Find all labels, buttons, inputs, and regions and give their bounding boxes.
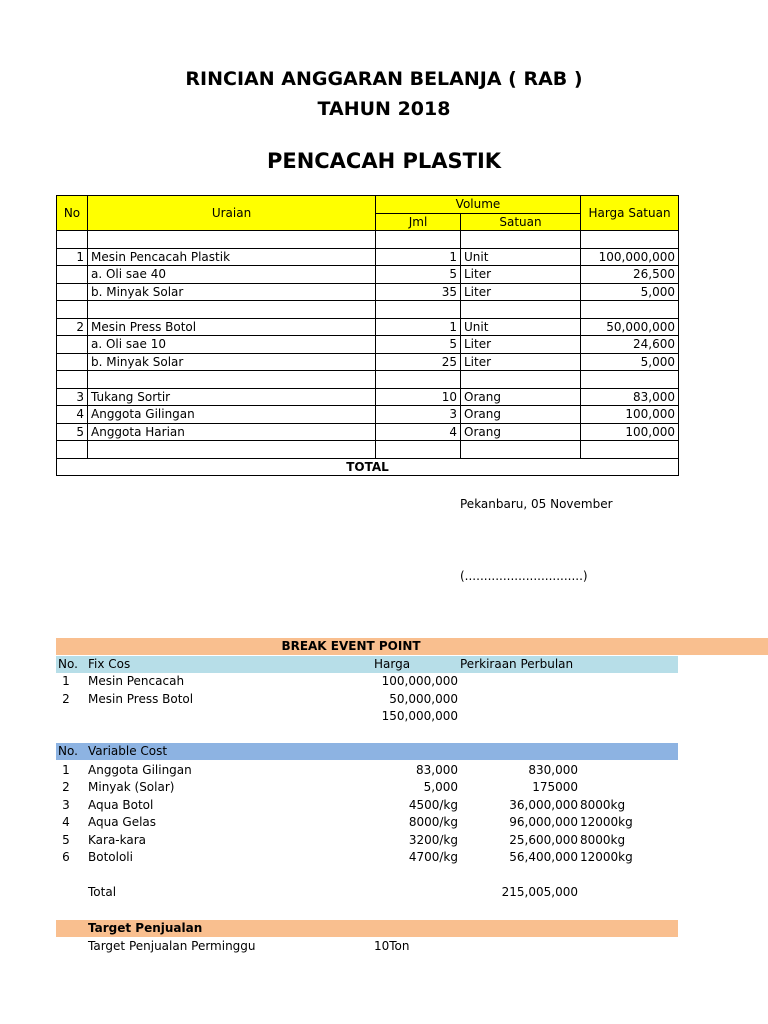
table-row <box>57 248 679 266</box>
fix-header-label: Fix Cos <box>88 657 131 671</box>
cell-jml: 4 <box>376 423 461 441</box>
cell-jml: 1 <box>376 248 461 266</box>
header-jml: Jml <box>376 213 461 231</box>
cell-jml: 1 <box>376 318 461 336</box>
cell-satuan <box>461 301 581 319</box>
cell-uraian <box>88 231 376 249</box>
cell-satuan: Liter <box>461 336 581 354</box>
cell-no <box>57 301 88 319</box>
cell-jml <box>376 371 461 389</box>
var-row-perbulan: 830,000 <box>528 763 578 777</box>
table-row <box>57 371 679 389</box>
var-row-perbulan: 175000 <box>532 780 578 795</box>
header-harga-satuan: Harga Satuan <box>581 196 679 231</box>
cell-uraian: Tukang Sortir <box>88 388 376 406</box>
cell-harga: 5,000 <box>581 283 679 301</box>
fix-header-no: No. <box>58 657 78 671</box>
cell-uraian <box>88 371 376 389</box>
cell-jml: 35 <box>376 283 461 301</box>
var-row-extra: 8000kg <box>580 832 626 847</box>
cell-uraian <box>88 301 376 319</box>
table-row <box>57 353 679 371</box>
document-subtitle: PENCACAH PLASTIK <box>266 149 502 173</box>
header-uraian: Uraian <box>88 196 376 231</box>
cell-jml: 3 <box>376 406 461 424</box>
cell-uraian: Anggota Harian <box>88 423 376 441</box>
bep-title: BREAK EVENT POINT <box>281 639 421 653</box>
cell-uraian: b. Minyak Solar <box>88 353 376 371</box>
table-row <box>57 301 679 319</box>
var-row-no: 5 <box>62 832 70 847</box>
cell-harga: 50,000,000 <box>581 318 679 336</box>
fix-row-label: Mesin Press Botol <box>88 692 194 706</box>
cell-no: 3 <box>57 388 88 406</box>
fix-header-perkiraan: Perkiraan Perbulan <box>460 657 574 671</box>
var-row-extra: 12000kg <box>580 815 633 830</box>
variable-total-value: 215,005,000 <box>501 885 578 899</box>
fix-row-no: 2 <box>62 692 70 706</box>
cell-jml: 10 <box>376 388 461 406</box>
table-row <box>57 283 679 301</box>
header-satuan: Satuan <box>461 213 581 231</box>
table-header-row <box>57 196 679 214</box>
cell-harga <box>581 441 679 459</box>
document-year: TAHUN 2018 <box>317 98 451 120</box>
cell-harga: 100,000 <box>581 423 679 441</box>
cell-no: 2 <box>57 318 88 336</box>
cell-satuan: Orang <box>461 423 581 441</box>
cell-harga: 5,000 <box>581 353 679 371</box>
var-row-extra: 12000kg <box>580 850 633 864</box>
target-header: Target Penjualan <box>88 921 203 935</box>
target-label: Target Penjualan Perminggu <box>88 939 256 953</box>
cell-harga: 100,000 <box>581 406 679 424</box>
cell-no <box>57 353 88 371</box>
var-row-harga: 3200/kg <box>408 832 458 847</box>
cell-no: 1 <box>57 248 88 266</box>
cell-jml <box>376 301 461 319</box>
cell-uraian: Mesin Press Botol <box>88 318 376 336</box>
var-row-harga: 4700/kg <box>408 850 458 864</box>
cell-uraian: Mesin Pencacah Plastik <box>88 248 376 266</box>
var-row-harga: 8000/kg <box>408 815 458 830</box>
var-row-extra: 8000kg <box>580 797 626 812</box>
cell-no <box>57 336 88 354</box>
cell-uraian: a. Oli sae 40 <box>88 266 376 284</box>
cell-jml <box>376 231 461 249</box>
cell-satuan <box>461 371 581 389</box>
rab-table <box>56 195 679 476</box>
var-row-no: 1 <box>62 763 70 777</box>
cell-satuan: Orang <box>461 388 581 406</box>
fix-row-label: Mesin Pencacah <box>88 674 185 688</box>
var-row-perbulan: 56,400,000 <box>509 850 578 864</box>
fix-cost-header-band <box>56 656 678 673</box>
total-row <box>57 458 679 476</box>
var-row-harga: 4500/kg <box>408 797 458 812</box>
total-label: TOTAL <box>57 458 679 476</box>
cell-no <box>57 266 88 284</box>
table-row <box>57 406 679 424</box>
var-row-no: 2 <box>62 780 70 795</box>
cell-satuan: Liter <box>461 266 581 284</box>
cell-harga: 24,600 <box>581 336 679 354</box>
cell-no: 5 <box>57 423 88 441</box>
cell-no: 4 <box>57 406 88 424</box>
var-row-label: Aqua Gelas <box>88 815 157 830</box>
cell-uraian: Anggota Gilingan <box>88 406 376 424</box>
cell-uraian: b. Minyak Solar <box>88 283 376 301</box>
cell-jml: 25 <box>376 353 461 371</box>
cell-jml: 5 <box>376 336 461 354</box>
table-row <box>57 266 679 284</box>
cell-no <box>57 231 88 249</box>
table-row <box>57 388 679 406</box>
variable-total-label: Total <box>88 885 117 899</box>
fix-row-harga: 50,000,000 <box>389 692 458 706</box>
var-row-no: 4 <box>62 815 70 830</box>
fix-row-harga: 100,000,000 <box>381 674 458 688</box>
cell-harga: 100,000,000 <box>581 248 679 266</box>
var-row-no: 6 <box>62 850 70 864</box>
var-row-label: Minyak (Solar) <box>88 780 175 795</box>
cell-satuan: Unit <box>461 318 581 336</box>
fix-header-harga: Harga <box>374 657 411 671</box>
var-row-perbulan: 96,000,000 <box>509 815 578 830</box>
table-row <box>57 441 679 459</box>
cell-satuan: Liter <box>461 353 581 371</box>
cell-harga <box>581 371 679 389</box>
cell-satuan: Liter <box>461 283 581 301</box>
cell-no <box>57 283 88 301</box>
place-date: Pekanbaru, 05 November <box>460 497 613 511</box>
var-row-label: Aqua Botol <box>88 797 154 812</box>
cell-no <box>57 371 88 389</box>
var-row-no: 3 <box>62 797 70 812</box>
target-value: 10Ton <box>374 939 410 953</box>
cell-harga: 83,000 <box>581 388 679 406</box>
table-row <box>57 318 679 336</box>
cell-satuan: Unit <box>461 248 581 266</box>
var-row-perbulan: 36,000,000 <box>509 797 578 812</box>
var-header-no: No. <box>58 744 78 758</box>
table-row <box>57 336 679 354</box>
table-row <box>57 423 679 441</box>
fix-subtotal: 150,000,000 <box>381 709 458 723</box>
cell-harga: 26,500 <box>581 266 679 284</box>
cell-satuan: Orang <box>461 406 581 424</box>
var-row-harga: 5,000 <box>423 780 458 795</box>
var-row-label: Botololi <box>88 850 133 864</box>
header-volume: Volume <box>376 196 581 214</box>
cell-jml <box>376 441 461 459</box>
var-header-label: Variable Cost <box>88 744 168 758</box>
var-row-label: Kara-kara <box>88 832 147 847</box>
cell-uraian <box>88 441 376 459</box>
header-no: No <box>57 196 88 231</box>
var-row-harga: 83,000 <box>416 763 458 777</box>
document-title: RINCIAN ANGGARAN BELANJA ( RAB ) <box>185 68 583 90</box>
table-row <box>57 231 679 249</box>
cell-satuan <box>461 231 581 249</box>
cell-uraian: a. Oli sae 10 <box>88 336 376 354</box>
cell-harga <box>581 301 679 319</box>
fix-row-no: 1 <box>62 674 70 688</box>
var-row-perbulan: 25,600,000 <box>509 832 578 847</box>
cell-jml: 5 <box>376 266 461 284</box>
signature-placeholder: (...............................) <box>460 569 588 583</box>
cell-satuan <box>461 441 581 459</box>
var-row-label: Anggota Gilingan <box>88 763 192 777</box>
cell-harga <box>581 231 679 249</box>
cell-no <box>57 441 88 459</box>
